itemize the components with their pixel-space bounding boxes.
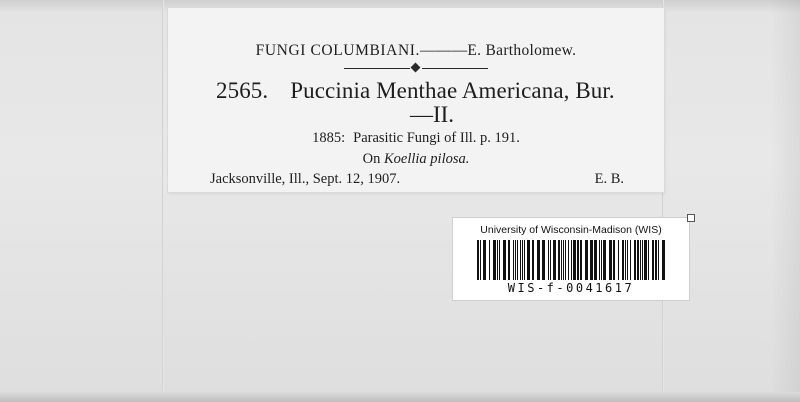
barcode-bar [480,240,481,280]
barcode-bar [527,240,530,280]
catalog-number: WIS-f-0041617 [507,281,635,295]
barcode-bar [489,240,490,280]
barcode-bar [585,240,588,280]
barcode-bar [565,240,566,280]
barcode-bar [573,240,576,280]
ornament-divider [168,64,664,74]
barcode-bar [561,240,562,280]
barcode-bar [644,240,647,280]
barcode-bar [517,240,518,280]
barcode-bar [550,240,551,280]
barcode-bar [553,240,556,280]
barcode-bar [548,240,549,280]
specimen-title [216,78,636,104]
barcode-bar [627,240,628,280]
barcode-bar [630,240,631,280]
barcode [477,240,665,280]
barcode-bar [599,240,600,280]
barcode-bar [483,240,486,280]
barcode-bar [522,240,523,280]
barcode-bar [622,240,624,280]
host-prefix: On [362,151,381,167]
barcode-bar [558,240,560,280]
exsiccata-number: 2565. [216,78,269,103]
barcode-bar [520,240,521,280]
taxon-name: Puccinia Menthae Americana, Bur. [290,78,615,103]
barcode-bar [542,240,545,280]
barcode-bar [655,240,657,280]
barcode-bar [648,240,649,280]
fold-line-left [162,0,164,402]
diamond-ornament-icon [411,63,421,73]
barcode-bar [625,240,626,280]
locality-date: Jacksonville, Ill., Sept. 12, 1907. [210,171,401,187]
barcode-bar [658,240,659,280]
barcode-bar [499,240,500,280]
barcode-bar [513,240,514,280]
barcode-bar [637,240,639,280]
barcode-bar [503,240,506,280]
collector-initials: E. B. [594,171,624,187]
barcode-bar [609,240,612,280]
barcode-bar [493,240,496,280]
barcode-bar [477,240,479,280]
barcode-label [453,218,689,300]
barcode-bar [563,240,564,280]
institution-name: University of Wisconsin-Madison (WIS) [480,224,662,236]
series-name: FUNGI COLUMBIANI. [255,42,420,59]
barcode-bar [662,240,665,280]
barcode-bar [580,240,582,280]
barcode-bar [603,240,606,280]
barcode-bar [571,240,572,280]
barcode-bar [652,240,654,280]
barcode-bar [515,240,516,280]
specimen-label [168,8,664,192]
bottom-edge [0,392,800,402]
barcode-bar [590,240,593,280]
barcode-bar [594,240,597,280]
barcode-bar [634,240,636,280]
edge-shadow [770,0,800,402]
host-line [168,151,664,168]
barcode-bar [577,240,579,280]
label-header [168,42,664,60]
barcode-bar [537,240,540,280]
barcode-bar [532,240,534,280]
barcode-bar [618,240,619,280]
barcode-bar [568,240,569,280]
editor-name: ———E. Bartholomew. [419,42,577,59]
barcode-bar [601,240,602,280]
barcode-bar [508,240,510,280]
literature-reference [168,130,664,147]
barcode-bar [640,240,641,280]
barcode-bar [524,240,525,280]
reference-year: 1885: [312,130,346,146]
host-name: Koellia pilosa. [383,151,470,167]
barcode-bar [642,240,643,280]
barcode-bar [613,240,615,280]
barcode-bar [497,240,498,280]
reference-text: Parasitic Fungi of Ill. p. 191. [353,130,520,146]
corner-mark [687,214,695,222]
spore-stage: —II. [409,102,455,127]
